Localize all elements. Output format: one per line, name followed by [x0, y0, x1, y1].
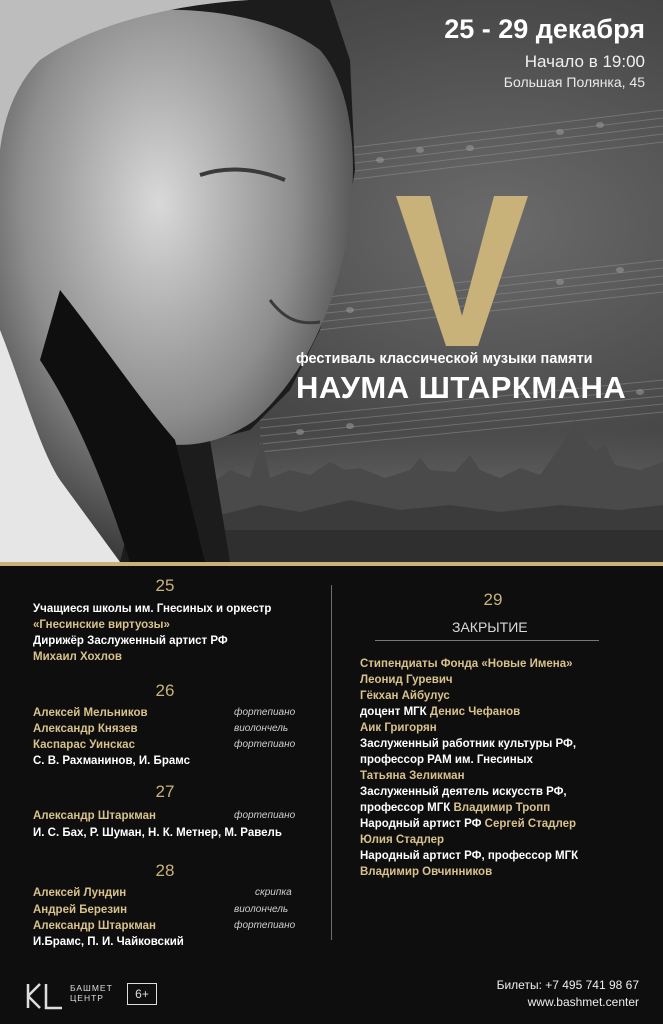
d29-line4 — [360, 705, 520, 719]
d26-performer2: Александр Князев — [33, 723, 138, 735]
d29-line6: Заслуженный работник культуры РФ, — [360, 738, 577, 750]
festival-dates: 25 - 29 декабря — [444, 14, 645, 44]
logo-line1: БАШМЕТ — [70, 983, 113, 993]
d26-works: С. В. Рахманинов, И. Брамс — [33, 755, 190, 767]
d29-line5: Аик Григорян — [360, 722, 437, 734]
website-link[interactable]: www.bashmet.center — [527, 995, 639, 1009]
d29-line10 — [360, 801, 550, 815]
d27-instrument1: фортепиано — [234, 810, 296, 821]
d29-line12: Юлия Стадлер — [360, 834, 445, 846]
d29-line2: Леонид Гуревич — [360, 674, 453, 686]
day-25: 25 — [155, 576, 175, 595]
d28-performer2: Андрей Березин — [33, 904, 128, 916]
d25-line2: «Гнесинские виртуозы» — [33, 619, 170, 631]
d29-line4-title: доцент МГК — [360, 706, 430, 718]
d29-line14: Владимир Овчинников — [360, 866, 493, 878]
d29-line9: Заслуженный деятель искусств РФ, — [360, 786, 567, 798]
d27-performer1: Александр Штаркман — [33, 810, 156, 822]
d29-line11 — [360, 817, 576, 831]
d29-line10-name: Владимир Тропп — [453, 802, 551, 814]
closing-label: ЗАКРЫТИЕ — [452, 619, 528, 635]
venue-address: Большая Полянка, 45 — [503, 74, 645, 90]
logo-text — [70, 983, 113, 1003]
d28-works: И.Брамс, П. И. Чайковский — [33, 936, 184, 948]
d26-instrument1: фортепиано — [234, 707, 296, 718]
d28-performer1: Алексей Лундин — [33, 887, 127, 899]
d29-line4-name: Денис Чефанов — [429, 706, 521, 718]
d26-performer3: Каспарас Уинскас — [33, 739, 135, 751]
d25-line3: Дирижёр Заслуженный артист РФ — [33, 635, 228, 647]
logo-line2: ЦЕНТР — [70, 993, 104, 1003]
closing-underline — [375, 640, 599, 641]
d29-line11-name: Сергей Стадлер — [484, 818, 577, 830]
roman-numeral-v — [396, 196, 528, 346]
day-27: 27 — [155, 782, 175, 801]
d29-line11-title: Народный артист РФ — [360, 818, 485, 830]
d27-works: И. С. Бах, Р. Шуман, Н. К. Метнер, М. Равель — [33, 827, 282, 839]
day-29: 29 — [483, 590, 503, 609]
festival-subtitle: фестиваль классической музыки памяти — [296, 351, 593, 367]
d26-performer1: Алексей Мельников — [33, 707, 148, 719]
bashmet-center-logo-icon — [26, 982, 66, 1010]
d26-instrument3: фортепиано — [234, 739, 296, 750]
d28-performer3: Александр Штаркман — [33, 920, 156, 932]
d29-line13: Народный артист РФ, профессор МГК — [360, 850, 579, 862]
d28-instrument3: фортепиано — [234, 920, 296, 931]
d25-line1: Учащиеся школы им. Гнесиных и оркестр — [33, 603, 272, 615]
d25-line4: Михаил Хохлов — [33, 651, 122, 663]
d28-instrument2: виолончель — [234, 904, 289, 915]
d26-instrument2: виолончель — [234, 723, 289, 734]
ticket-phone: Билеты: +7 495 741 98 67 — [496, 978, 639, 992]
start-time: Начало в 19:00 — [524, 52, 645, 71]
column-divider — [331, 585, 332, 940]
d29-line8: Татьяна Зеликман — [360, 770, 465, 782]
d29-line3: Гёкхан Айбулус — [360, 690, 450, 702]
festival-name: НАУМА ШТАРКМАНА — [296, 370, 627, 405]
d29-line1: Стипендиаты Фонда «Новые Имена» — [360, 658, 573, 670]
d28-instrument1: скрипка — [255, 887, 292, 898]
day-26: 26 — [155, 681, 175, 700]
footer — [0, 970, 663, 1024]
d29-line7: профессор РАМ им. Гнесиных — [360, 754, 533, 766]
d29-line10-title: профессор МГК — [360, 802, 454, 814]
day-28: 28 — [155, 861, 175, 880]
age-rating-badge: 6+ — [127, 983, 157, 1005]
divider-line — [0, 562, 663, 566]
